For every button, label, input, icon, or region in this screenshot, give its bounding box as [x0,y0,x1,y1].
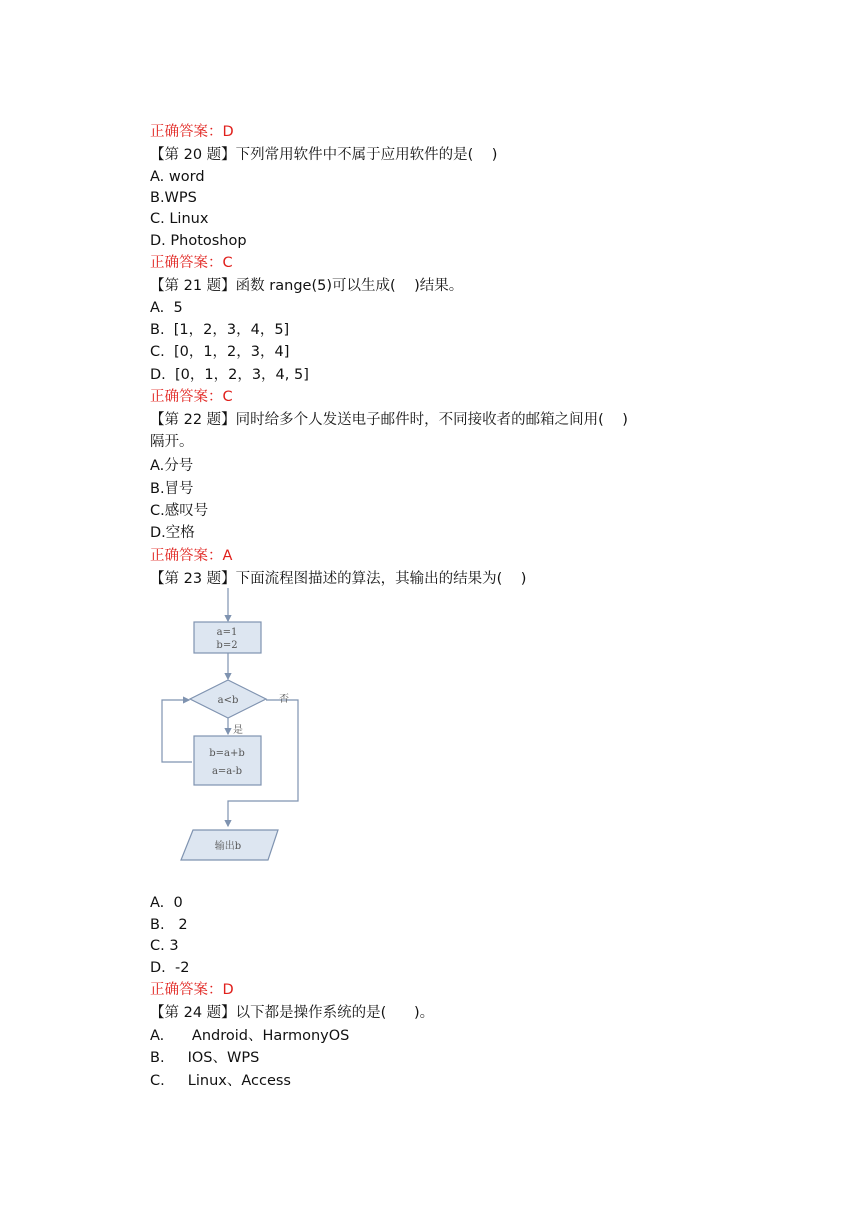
flow-body-box [194,736,261,785]
flow-no-label: 否 [279,694,289,705]
flow-output: 输出b [214,841,242,852]
q23-option-c: C. 3 [150,938,179,954]
q24-option-c: C. Linux、Access [150,1073,291,1089]
flow-body-line1: b=a+b [209,748,245,759]
answer-q22: 正确答案：A [150,548,233,564]
q24-option-b: B. IOS、WPS [150,1050,260,1066]
flow-body-line2: a=a-b [211,766,243,777]
question-22-stem-line2: 隔开。 [150,434,194,450]
q22-option-d: D.空格 [150,525,195,541]
answer-q23: 正确答案：D [150,982,234,998]
q22-option-c: C.感叹号 [150,503,209,519]
answer-q21: 正确答案：C [150,389,233,405]
q21-option-d: D. [0，1，2，3，4, 5] [150,367,309,383]
q21-option-a: A. 5 [150,300,183,316]
question-23-stem: 【第 23 题】下面流程图描述的算法，其输出的结果为( ) [150,571,527,587]
q23-option-b: B. 2 [150,917,188,933]
flow-yes-label: 是 [233,725,243,736]
q22-option-a: A.分号 [150,458,194,474]
flowchart [150,588,320,868]
q23-option-a: A. 0 [150,895,183,911]
flow-arrow-loop [162,700,192,762]
answer-q20: 正确答案：C [150,255,233,271]
q24-option-a: A. Android、HarmonyOS [150,1028,350,1044]
q21-option-c: C. [0，1，2，3，4] [150,344,290,360]
answer-q19: 正确答案：D [150,124,234,140]
q20-option-a: A. word [150,169,205,185]
question-24-stem: 【第 24 题】以下都是操作系统的是( )。 [150,1005,435,1021]
q20-option-b: B.WPS [150,190,197,206]
flow-init-line2: b=2 [216,640,238,651]
question-21-stem: 【第 21 题】函数 range(5)可以生成( )结果。 [150,278,464,294]
question-22-stem-line1: 【第 22 题】同时给多个人发送电子邮件时，不同接收者的邮箱之间用( ) [150,412,628,428]
q20-option-c: C. Linux [150,211,209,227]
q20-option-d: D. Photoshop [150,233,247,249]
flow-init-line1: a=1 [216,627,238,638]
q22-option-b: B.冒号 [150,481,194,497]
question-20-stem: 【第 20 题】下列常用软件中不属于应用软件的是( ) [150,147,498,163]
flow-condition: a<b [217,695,239,706]
q23-option-d: D. -2 [150,960,190,976]
q21-option-b: B. [1，2，3，4，5] [150,322,290,338]
